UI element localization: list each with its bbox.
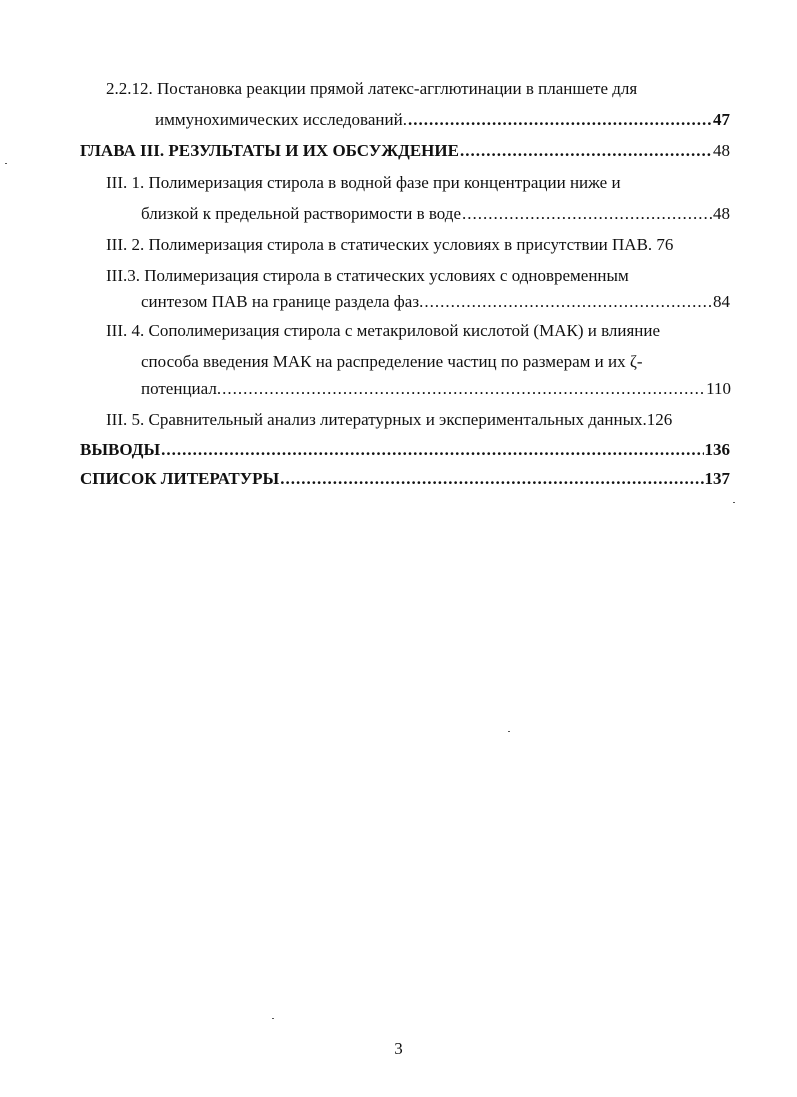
leader-dots bbox=[161, 439, 703, 461]
toc-section-3-3-line2[interactable] bbox=[141, 291, 730, 313]
toc-entry-text: близкой к предельной растворимости в воде bbox=[141, 204, 461, 223]
toc-entry-text: потенциал. bbox=[141, 379, 222, 398]
scan-speck bbox=[5, 163, 7, 164]
toc-page-number: 48 bbox=[713, 204, 730, 223]
toc-section-3-1-line1: III. 1. Полимеризация стирола в водной фазе при концентрации ниже и bbox=[106, 173, 621, 192]
toc-references[interactable] bbox=[80, 468, 730, 490]
toc-page-number: 47 bbox=[713, 110, 730, 129]
toc-entry-2-2-12-line2[interactable] bbox=[155, 109, 730, 131]
toc-section-3-4-line1: III. 4. Сополимеризация стирола с метакриловой кислотой (МАК) и влияние bbox=[106, 321, 661, 340]
toc-chapter-title: СПИСОК ЛИТЕРАТУРЫ bbox=[80, 469, 280, 488]
toc-chapter-title: ГЛАВА III. РЕЗУЛЬТАТЫ И ИХ ОБСУЖДЕНИЕ bbox=[80, 141, 459, 160]
toc-section-3-3-line1: III.3. Полимеризация стирола в статических условиях с одновременным bbox=[106, 266, 629, 285]
scan-speck bbox=[733, 502, 735, 503]
toc-section-3-2[interactable]: III. 2. Полимеризация стирола в статических условиях в присутствии ПАВ. 76 bbox=[106, 235, 674, 254]
toc-section-3-5[interactable]: III. 5. Сравнительный анализ литературных и экспериментальных данных.126 bbox=[106, 410, 673, 429]
scan-speck bbox=[508, 731, 510, 732]
leader-dots bbox=[424, 291, 712, 313]
scan-speck bbox=[272, 1018, 274, 1019]
leader-dots bbox=[462, 203, 712, 225]
toc-section-3-1-line2[interactable] bbox=[141, 203, 730, 225]
toc-page-number: 110 bbox=[706, 379, 731, 398]
toc-conclusions[interactable] bbox=[80, 439, 730, 461]
toc-section-3-4-line2: способа введения МАК на распределение частиц по размерам и их ζ- bbox=[141, 352, 643, 371]
toc-chapter-3[interactable] bbox=[80, 140, 730, 162]
page-number: 3 bbox=[394, 1039, 403, 1058]
toc-chapter-title: ВЫВОДЫ bbox=[80, 440, 161, 459]
leader-dots bbox=[460, 140, 712, 162]
toc-entry-text: синтезом ПАВ на границе раздела фаз. bbox=[141, 292, 424, 311]
toc-page-number: 84 bbox=[713, 292, 730, 311]
leader-dots bbox=[280, 468, 703, 490]
toc-page-number: 137 bbox=[704, 469, 730, 488]
toc-section-3-4-line3[interactable] bbox=[141, 378, 731, 400]
toc-entry-2-2-12-line1: 2.2.12. Постановка реакции прямой латекс-агглютинации в планшете для bbox=[106, 79, 638, 98]
toc-page-number: 48 bbox=[713, 141, 730, 160]
leader-dots bbox=[408, 109, 712, 131]
leader-dots bbox=[222, 378, 705, 400]
toc-entry-text: иммунохимических исследований. bbox=[155, 110, 407, 129]
toc-page-number: 136 bbox=[704, 440, 730, 459]
